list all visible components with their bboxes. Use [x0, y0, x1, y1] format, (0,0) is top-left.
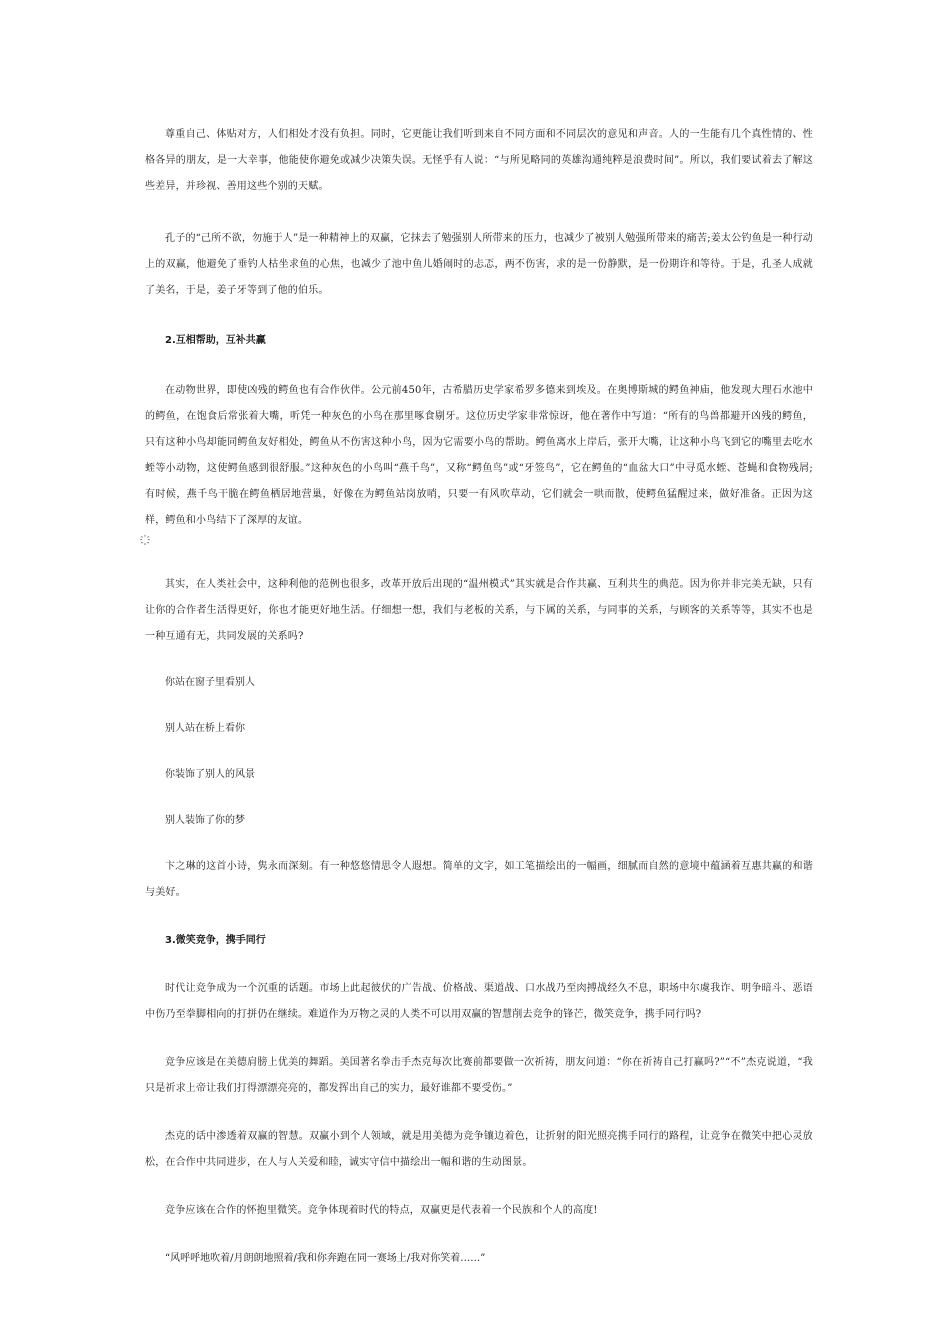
closing-quote: “风呼呼地吹着/月朗朗地照着/我和你奔跑在同一赛场上/我对你笑着……” — [165, 1253, 486, 1264]
paragraph-confucius: 孔子的“己所不欲，勿施于人”是一种精神上的双赢，它抹去了勉强别人所带来的压力，也减少了被别人勉强所带来的痛苦;姜太公钓鱼是一种行动上的双赢，他避免了垂钓人枯坐求鱼的心焦，也减少了池中鱼儿婚闹时的忐忑，两不伤害，求的是一份静默，是一份期许和等待。于是，孔圣人成就了美名，于是，姜子牙等到了他的伯乐。 — [145, 233, 813, 296]
poem-line-2: 别人站在桥上看你 — [165, 723, 245, 734]
stray-mark — [145, 534, 813, 548]
poem-line-4: 别人装饰了你的梦 — [165, 815, 245, 826]
paragraph-poem-comment: 卞之琳的这首小诗，隽永而深刻。有一种悠悠情思令人遐想。简单的文字，如工笔描绘出的一幅画，细腻而自然的意境中蕴涵着互惠共赢的和谐与美好。 — [145, 861, 813, 898]
paragraph-jack: 竞争应该是在美德肩膀上优美的舞蹈。美国著名拳击手杰克每次比赛前都要做一次祈祷，朋友问道：“你在祈祷自己打赢吗?”“不”杰克说道，“我只是祈求上帝让我们打得漂漂亮亮的，都发挥出自己的实力，最好谁都不要受伤。” — [145, 1057, 813, 1094]
paragraph-wisdom: 杰克的话中渗透着双赢的智慧。双赢小到个人领域，就是用美德为竞争镶边着色，让折射的阳光照亮携手同行的路程，让竞争在微笑中把心灵放松，在合作中共同进步，在人与人关爱和睦，诚实守信中描绘出一幅和谐的生动图景。 — [145, 1131, 813, 1168]
section-heading-3: 3.微笑竞争，携手同行 — [165, 935, 266, 946]
paragraph-competition: 时代让竞争成为一个沉重的话题。市场上此起彼伏的广告战、价格战、渠道战、口水战乃至肉搏战经久不息，职场中尔虞我诈、明争暗斗、恶语中伤乃至拳脚相向的打拼仍在继续。难道作为万物之灵的人类不可以用双赢的智慧削去竞争的锋芒，微笑竞争，携手同行吗? — [145, 983, 813, 1020]
paragraph-respect: 尊重自己、体贴对方，人们相处才没有负担。同时，它更能让我们听到来自不同方面和不同层次的意见和声音。人的一生能有几个真性情的、性格各异的朋友，是一大幸事，他能使你避免或减少决策失误。无怪乎有人说：“与所见略同的英雄沟通纯粹是浪费时间”。所以，我们要试着去了解这些差异，并珍视、善用这些个别的天赋。 — [145, 129, 813, 192]
section-heading-2: 2.互相帮助，互补共赢 — [165, 335, 266, 346]
paragraph-society: 其实，在人类社会中，这种利他的范例也很多，改革开放后出现的“温州模式”其实就是合作共赢、互利共生的典范。因为你并非完美无缺，只有让你的合作者生活得更好，你也才能更好地生活。仔细想一想，我们与老板的关系，与下属的关系，与同事的关系，与顾客的关系等等，其实不也是一种互通有无，共同发展的关系吗? — [145, 579, 813, 642]
document-page — [145, 122, 813, 1272]
paragraph-cooperation: 竞争应该在合作的怀抱里微笑。竞争体现着时代的特点，双赢更是代表着一个民族和个人的高度! — [165, 1205, 598, 1216]
poem-line-3: 你装饰了别人的风景 — [165, 769, 255, 780]
poem-line-1: 你站在窗子里看别人 — [165, 677, 255, 688]
paragraph-crocodile: 在动物世界，即使凶残的鳄鱼也有合作伙伴。公元前450年，古希腊历史学家希罗多德来到埃及。在奥博斯城的鳄鱼神庙，他发现大理石水池中的鳄鱼，在饱食后常张着大嘴，听凭一种灰色的小鸟在那里啄食剔牙。这位历史学家非常惊讶，他在著作中写道：“所有的鸟兽都避开凶残的鳄鱼，只有这种小鸟却能同鳄鱼友好相处，鳄鱼从不伤害这种小鸟，因为它需要小鸟的帮助。鳄鱼离水上岸后，张开大嘴，让这种小鸟飞到它的嘴里去吃水蛭等小动物，这使鳄鱼感到很舒服。”这种灰色的小鸟叫“燕千鸟”，又称“鳄鱼鸟”或“牙签鸟”，它在鳄鱼的“血盆大口”中寻觅水蛭、苍蝇和食物残屑;有时候，燕千鸟干脆在鳄鱼栖居地营巢，好像在为鳄鱼站岗放哨，只要一有风吹草动，它们就会一哄而散，使鳄鱼猛醒过来，做好准备。正因为这样，鳄鱼和小鸟结下了深厚的友谊。 — [145, 385, 813, 526]
